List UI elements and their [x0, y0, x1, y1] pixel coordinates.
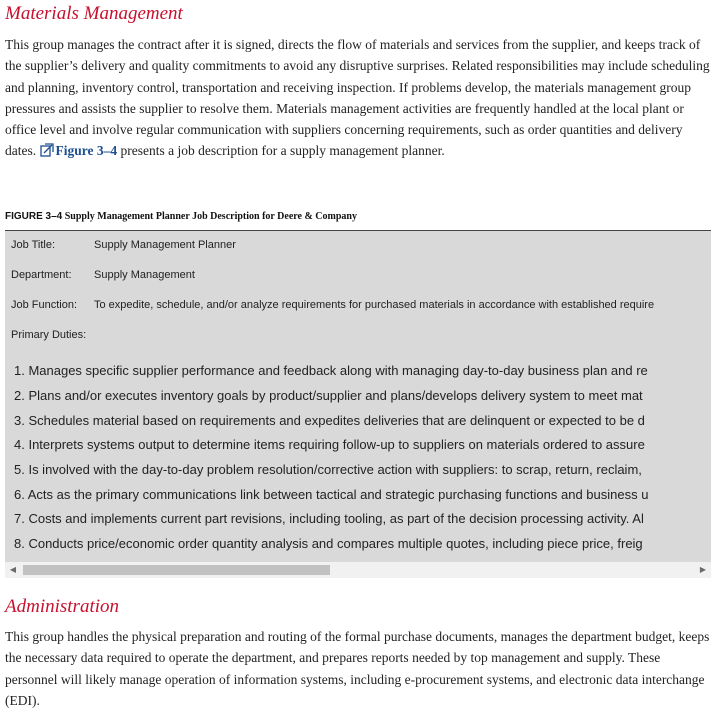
department-label: Department: — [11, 269, 72, 281]
duty-item: 3. Schedules material based on requirements and expedites deliveries that are delinquent or expected to be d — [14, 413, 645, 428]
duty-item: 5. Is involved with the day-to-day problem resolution/corrective action with suppliers: to scrap, return, reclaim, — [14, 462, 642, 477]
materials-management-text: This group manages the contract after it is signed, directs the flow of materials and services from the supplier, and keeps track of the supplier’s delivery and quality commitments to avoid any disruptive surprises. Related responsibilities may include scheduling and planning, inventory control, transportation and receiving inspection. If problems develop, the materials management group pressures and assists the supplier to resolve them. Materials management activities are frequently handled at the local plant or office level and involve regular communication with suppliers concerning requirements, such as order quantities and delivery dates. — [5, 37, 710, 159]
section-heading-materials-management: Materials Management — [5, 3, 183, 24]
job-function-label: Job Function: — [11, 299, 78, 311]
duty-item: 8. Conducts price/economic order quantity analysis and compares multiple quotes, including piece price, freig — [14, 536, 643, 551]
duty-item: 2. Plans and/or executes inventory goals by product/supplier and plans/develops delivery system to meet mat — [14, 388, 643, 403]
figure-3-4-link-text[interactable]: Figure 3–4 — [55, 143, 118, 159]
horizontal-scrollbar[interactable] — [5, 562, 711, 578]
materials-management-text-end: presents a job description for a supply management planner. — [120, 143, 445, 159]
figure-caption — [5, 211, 357, 222]
scroll-left-arrow-icon[interactable]: ◀ — [9, 565, 17, 574]
duty-item: 4. Interprets systems output to determine items requiring follow-up to suppliers on materials ordered to assure — [14, 437, 645, 452]
external-link-icon — [40, 143, 54, 157]
job-function-value: To expedite, schedule, and/or analyze requirements for purchased materials in accordance with established require — [94, 299, 655, 311]
scrollbar-thumb[interactable] — [23, 565, 330, 575]
duty-item: 7. Costs and implements current part revisions, including tooling, as part of the decision processing activity. Al — [14, 511, 644, 526]
primary-duties-label: Primary Duties: — [11, 329, 87, 341]
figure-title: Supply Management Planner Job Description for Deere & Company — [64, 211, 357, 222]
duty-item: 1. Manages specific supplier performance and feedback along with managing day-to-day business plan and re — [14, 363, 648, 378]
figure-table-container[interactable] — [5, 230, 711, 563]
materials-management-paragraph — [5, 34, 713, 162]
job-title-value: Supply Management Planner — [94, 239, 236, 251]
section-heading-administration: Administration — [5, 596, 120, 617]
figure-content — [5, 231, 711, 562]
job-title-label: Job Title: — [11, 239, 56, 251]
department-value: Supply Management — [94, 269, 195, 281]
scroll-right-arrow-icon[interactable]: ▶ — [699, 565, 707, 574]
duty-item: 6. Acts as the primary communications link between tactical and strategic purchasing functions and business u — [14, 487, 649, 502]
administration-paragraph: This group handles the physical preparation and routing of the formal purchase documents, manages the department budget, keeps the necessary data required to operate the department, and prepares reports needed by top management and supply. These personnel will likely manage operation of information systems, including e-procurement systems, and electronic data interchange (EDI). — [5, 629, 710, 708]
figure-number: FIGURE 3–4 — [5, 211, 63, 222]
figure-3-4-link[interactable] — [40, 143, 118, 158]
